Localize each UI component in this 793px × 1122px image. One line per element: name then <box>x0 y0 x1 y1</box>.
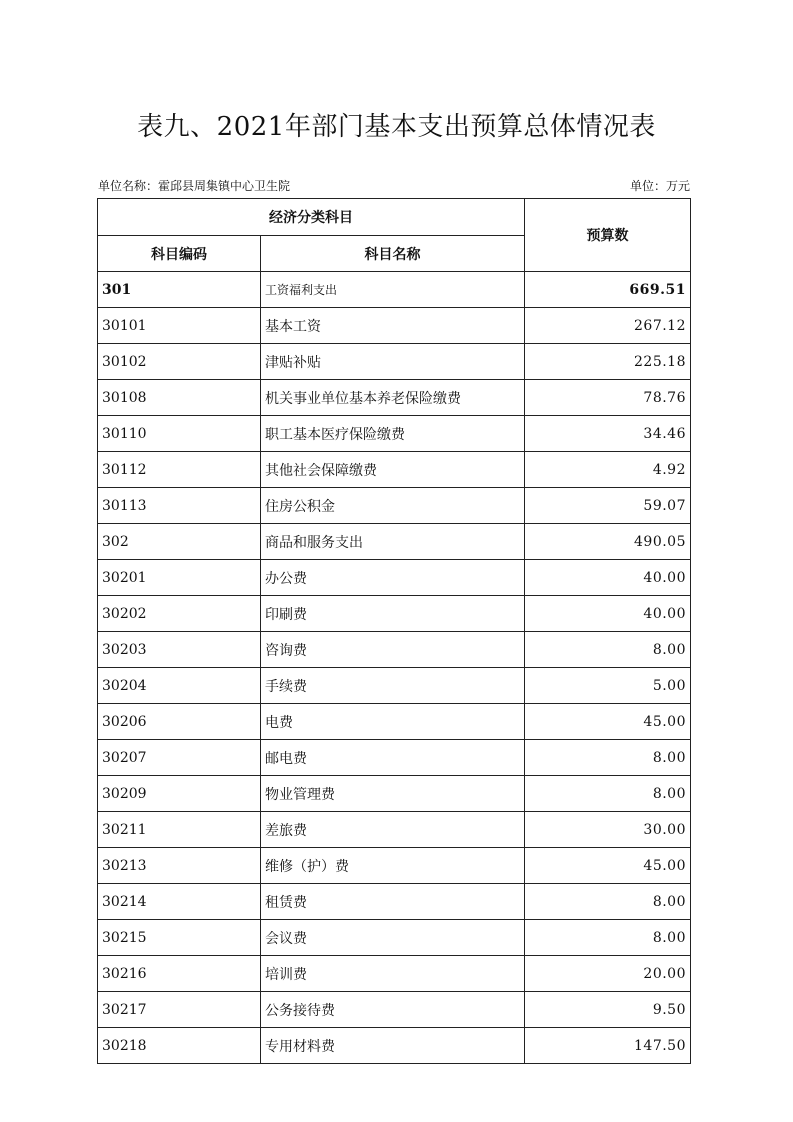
unit-name-label: 单位名称：霍邱县周集镇中心卫生院 <box>98 179 291 193</box>
table-row <box>98 560 691 596</box>
meta-line <box>98 177 690 195</box>
table-row <box>98 272 691 308</box>
row-amount: 59.07 <box>525 488 691 524</box>
row-amount: 45.00 <box>525 704 691 740</box>
table-row <box>98 956 691 992</box>
row-name: 专用材料费 <box>261 1028 525 1064</box>
header-amount: 预算数 <box>525 199 691 272</box>
page-title: 表九、2021年部门基本支出预算总体情况表 <box>137 112 656 142</box>
row-name: 机关事业单位基本养老保险缴费 <box>261 380 525 416</box>
row-code: 30201 <box>98 560 261 596</box>
table-row <box>98 776 691 812</box>
row-code: 30202 <box>98 596 261 632</box>
row-name: 物业管理费 <box>261 776 525 812</box>
row-name: 商品和服务支出 <box>261 524 525 560</box>
row-amount: 225.18 <box>525 344 691 380</box>
table-row <box>98 884 691 920</box>
row-code: 30206 <box>98 704 261 740</box>
budget-table <box>97 198 691 1064</box>
row-code: 30211 <box>98 812 261 848</box>
row-amount: 8.00 <box>525 632 691 668</box>
row-name: 津贴补贴 <box>261 344 525 380</box>
row-name: 工资福利支出 <box>261 272 525 308</box>
row-amount: 8.00 <box>525 920 691 956</box>
row-amount: 4.92 <box>525 452 691 488</box>
row-amount: 40.00 <box>525 560 691 596</box>
row-name: 手续费 <box>261 668 525 704</box>
table-row <box>98 380 691 416</box>
table-body <box>98 272 691 1064</box>
table-row <box>98 848 691 884</box>
table-row <box>98 704 691 740</box>
row-name: 差旅费 <box>261 812 525 848</box>
row-amount: 5.00 <box>525 668 691 704</box>
row-code: 30213 <box>98 848 261 884</box>
row-name: 基本工资 <box>261 308 525 344</box>
row-amount: 669.51 <box>525 272 691 308</box>
row-name: 会议费 <box>261 920 525 956</box>
row-amount: 40.00 <box>525 596 691 632</box>
table-row <box>98 488 691 524</box>
row-name: 职工基本医疗保险缴费 <box>261 416 525 452</box>
table-row <box>98 416 691 452</box>
row-name: 印刷费 <box>261 596 525 632</box>
table-row <box>98 668 691 704</box>
row-code: 30217 <box>98 992 261 1028</box>
row-code: 30108 <box>98 380 261 416</box>
row-amount: 9.50 <box>525 992 691 1028</box>
row-code: 30204 <box>98 668 261 704</box>
row-code: 30214 <box>98 884 261 920</box>
table-row <box>98 740 691 776</box>
table-row <box>98 812 691 848</box>
row-code: 302 <box>98 524 261 560</box>
row-amount: 267.12 <box>525 308 691 344</box>
row-amount: 20.00 <box>525 956 691 992</box>
row-name: 电费 <box>261 704 525 740</box>
row-code: 30218 <box>98 1028 261 1064</box>
row-amount: 78.76 <box>525 380 691 416</box>
header-code: 科目编码 <box>98 236 261 272</box>
table-row <box>98 596 691 632</box>
row-code: 30209 <box>98 776 261 812</box>
row-code: 30112 <box>98 452 261 488</box>
row-amount: 30.00 <box>525 812 691 848</box>
row-amount: 490.05 <box>525 524 691 560</box>
unit-label: 单位：万元 <box>629 179 690 193</box>
table-row <box>98 344 691 380</box>
table-row <box>98 632 691 668</box>
row-name: 租赁费 <box>261 884 525 920</box>
table-row <box>98 524 691 560</box>
row-code: 30215 <box>98 920 261 956</box>
row-code: 30216 <box>98 956 261 992</box>
row-name: 住房公积金 <box>261 488 525 524</box>
table-row <box>98 308 691 344</box>
row-amount: 8.00 <box>525 776 691 812</box>
table-row <box>98 920 691 956</box>
row-amount: 147.50 <box>525 1028 691 1064</box>
row-name: 邮电费 <box>261 740 525 776</box>
row-amount: 8.00 <box>525 884 691 920</box>
row-name: 公务接待费 <box>261 992 525 1028</box>
table-row <box>98 452 691 488</box>
row-code: 30101 <box>98 308 261 344</box>
row-name: 办公费 <box>261 560 525 596</box>
row-code: 30110 <box>98 416 261 452</box>
row-code: 30207 <box>98 740 261 776</box>
row-amount: 45.00 <box>525 848 691 884</box>
row-name: 培训费 <box>261 956 525 992</box>
row-code: 301 <box>98 272 261 308</box>
row-amount: 34.46 <box>525 416 691 452</box>
row-name: 咨询费 <box>261 632 525 668</box>
row-name: 其他社会保障缴费 <box>261 452 525 488</box>
row-code: 30203 <box>98 632 261 668</box>
header-name: 科目名称 <box>261 236 525 272</box>
row-name: 维修（护）费 <box>261 848 525 884</box>
row-code: 30113 <box>98 488 261 524</box>
header-group: 经济分类科目 <box>98 199 525 236</box>
table-row <box>98 992 691 1028</box>
table-row <box>98 1028 691 1064</box>
row-amount: 8.00 <box>525 740 691 776</box>
row-code: 30102 <box>98 344 261 380</box>
